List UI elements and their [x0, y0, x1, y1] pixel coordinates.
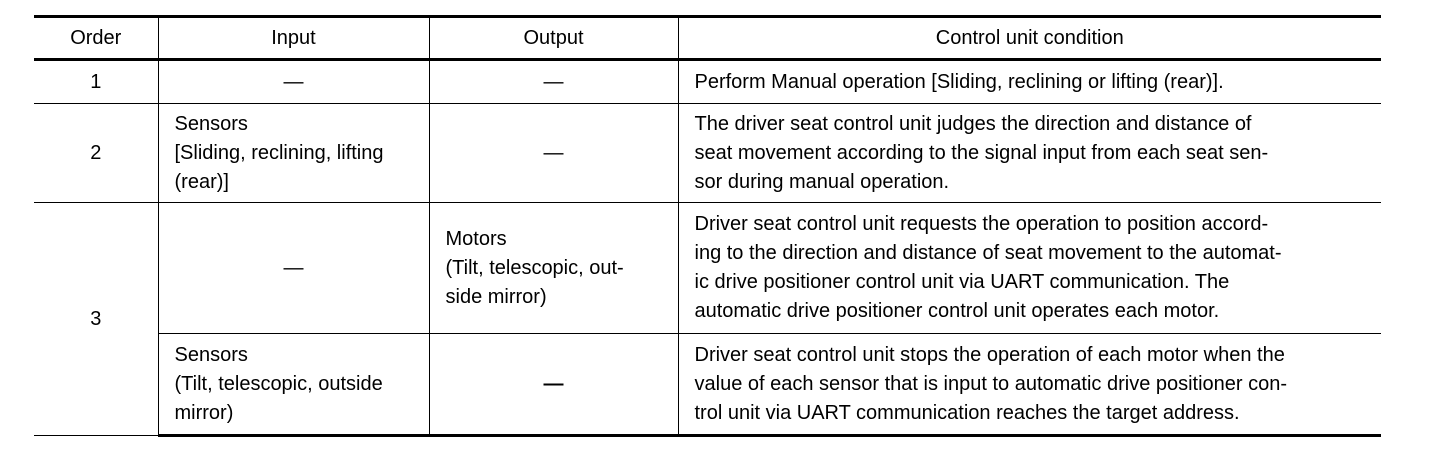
output-cell [429, 203, 678, 334]
condition-line: Perform Manual operation [Sliding, reclining or lifting (rear)]. [694, 70, 1224, 93]
input-line: (Tilt, telescopic, outside [174, 372, 383, 395]
condition-line: seat movement according to the signal input from each seat sen- [694, 141, 1269, 164]
header-condition: Control unit condition [678, 17, 1381, 60]
output-text: — [543, 70, 564, 93]
output-line: (Tilt, telescopic, out- [445, 256, 624, 279]
table-row [34, 203, 1381, 334]
condition-line: automatic drive positioner control unit operates each motor. [694, 300, 1220, 322]
condition-line: ing to the direction and distance of seat movement to the automat- [694, 242, 1282, 264]
input-line: [Sliding, reclining, lifting [174, 141, 384, 164]
table-row [34, 60, 1381, 104]
condition-cell [678, 334, 1381, 436]
condition-line: The driver seat control unit judges the direction and distance of [694, 112, 1252, 135]
input-line: (rear)] [174, 170, 229, 193]
header-order: Order [34, 17, 158, 60]
condition-line: ic drive positioner control unit via UART communication. The [694, 271, 1230, 293]
output-cell [429, 104, 678, 203]
condition-line: sor during manual operation. [694, 170, 950, 193]
condition-line: value of each sensor that is input to automatic drive positioner con- [694, 372, 1288, 395]
header-input: Input [158, 17, 429, 60]
condition-cell [678, 60, 1381, 104]
input-cell [158, 60, 429, 104]
condition-line: Driver seat control unit requests the operation to position accord- [694, 213, 1269, 235]
table-row [34, 334, 1381, 436]
output-line: side mirror) [445, 285, 547, 308]
condition-line: trol unit via UART communication reaches the target address. [694, 401, 1240, 424]
header-row [34, 17, 1381, 60]
output-text: — [543, 372, 564, 395]
input-text: — [283, 70, 304, 93]
output-line: Motors [445, 227, 507, 250]
input-line: Sensors [174, 343, 248, 366]
order-cell: 1 [34, 60, 158, 104]
condition-line: Driver seat control unit stops the operation of each motor when the [694, 343, 1285, 366]
input-cell [158, 104, 429, 203]
input-line: Sensors [174, 112, 248, 135]
output-text: — [543, 141, 564, 164]
output-cell [429, 60, 678, 104]
order-cell: 2 [34, 104, 158, 203]
input-cell [158, 334, 429, 436]
input-line: mirror) [174, 401, 234, 424]
header-output: Output [429, 17, 678, 60]
condition-cell [678, 104, 1381, 203]
input-cell [158, 203, 429, 334]
input-text: — [283, 256, 304, 279]
table-row [34, 104, 1381, 203]
order-cell: 3 [34, 203, 158, 436]
output-cell [429, 334, 678, 436]
condition-cell [678, 203, 1381, 334]
control-sequence-table [34, 15, 1381, 437]
